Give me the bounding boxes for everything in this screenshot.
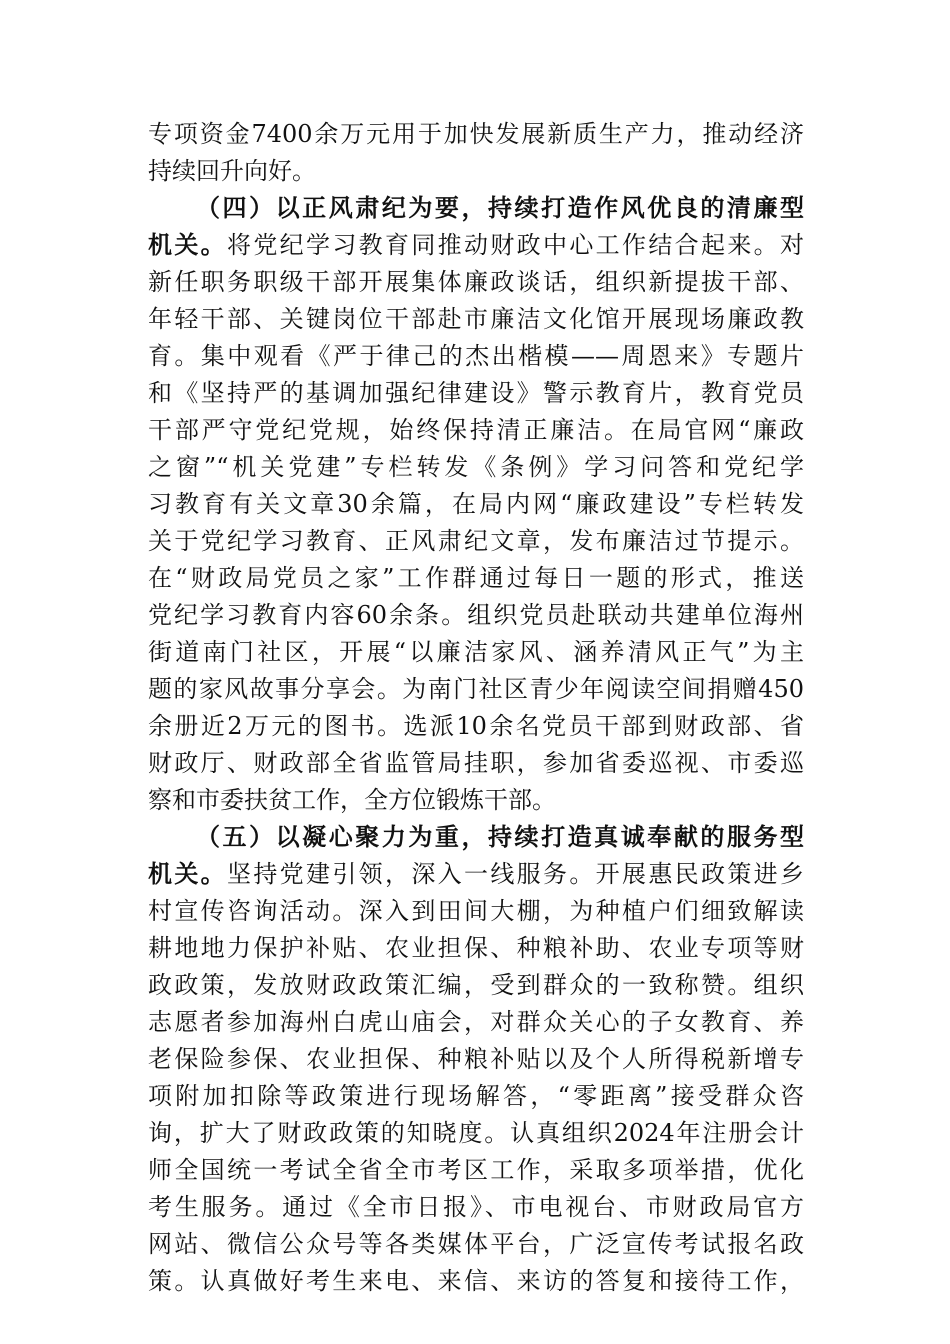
body-line: 题的家风故事分享会。为南门社区青少年阅读空间捐赠450 — [148, 675, 804, 703]
body-text: 将党纪学习教育同推动财政中心工作结合起来。对 — [227, 231, 804, 259]
body-line: 党纪学习教育内容60余条。组织党员赴联动共建单位海州 — [148, 601, 804, 629]
body-line: 余册近2万元的图书。选派10余名党员干部到财政部、省 — [148, 712, 804, 740]
body-line: 项附加扣除等政策进行现场解答，“零距离”接受群众咨 — [148, 1082, 804, 1110]
section-heading-4: （四）以正风肃纪为要，持续打造作风优良的清廉型 — [196, 193, 804, 222]
body-line: 政政策，发放财政政策汇编，受到群众的一致称赞。组织 — [148, 971, 804, 999]
body-line: 察和市委扶贫工作，全方位锻炼干部。 — [148, 786, 556, 814]
body-line: 志愿者参加海州白虎山庙会，对群众关心的子女教育、养 — [148, 1008, 804, 1036]
body-line: 习教育有关文章30余篇，在局内网“廉政建设”专栏转发 — [148, 490, 804, 518]
section-heading-4-end: 机关。 — [148, 230, 227, 259]
body-line — [148, 856, 804, 892]
body-line: 专项资金7400余万元用于加快发展新质生产力，推动经济 — [148, 120, 804, 148]
body-line: 老保险参保、农业担保、种粮补贴以及个人所得税新增专 — [148, 1045, 804, 1073]
section-heading-5: （五）以凝心聚力为重，持续打造真诚奉献的服务型 — [196, 822, 804, 851]
body-line: 师全国统一考试全省全市考区工作，采取多项举措，优化 — [148, 1156, 804, 1184]
body-line: 关于党纪学习教育、正风肃纪文章，发布廉洁过节提示。 — [148, 527, 804, 555]
body-line: 财政厅、财政部全省监管局挂职，参加省委巡视、市委巡 — [148, 749, 804, 777]
body-line: 在“财政局党员之家”工作群通过每日一题的形式，推送 — [148, 564, 804, 592]
body-line — [148, 227, 804, 263]
body-line: 耕地地力保护补贴、农业担保、种粮补助、农业专项等财 — [148, 934, 804, 962]
body-line: 考生服务。通过《全市日报》、市电视台、市财政局官方 — [148, 1193, 804, 1221]
body-line: 和《坚持严的基调加强纪律建设》警示教育片，教育党员 — [148, 379, 804, 407]
body-line: 干部严守党纪党规，始终保持清正廉洁。在局官网“廉政 — [148, 416, 804, 444]
body-line: 新任职务职级干部开展集体廉政谈话，组织新提拔干部、 — [148, 268, 804, 296]
section-heading-5-end: 机关。 — [148, 859, 227, 888]
body-line: 网站、微信公众号等各类媒体平台，广泛宣传考试报名政 — [148, 1230, 804, 1258]
body-line: 询，扩大了财政政策的知晓度。认真组织2024年注册会计 — [148, 1119, 804, 1147]
body-line: 村宣传咨询活动。深入到田间大棚，为种植户们细致解读 — [148, 897, 804, 925]
body-line: 育。集中观看《严于律己的杰出楷模——周恩来》专题片 — [148, 342, 804, 370]
body-line: 街道南门社区，开展“以廉洁家风、涵养清风正气”为主 — [148, 638, 804, 666]
body-line: 策。认真做好考生来电、来信、来访的答复和接待工作， — [148, 1267, 804, 1295]
body-text: 坚持党建引领，深入一线服务。开展惠民政策进乡 — [227, 860, 804, 888]
body-line: 之窗”“机关党建”专栏转发《条例》学习问答和党纪学 — [148, 453, 804, 481]
body-line: 年轻干部、关键岗位干部赴市廉洁文化馆开展现场廉政教 — [148, 305, 804, 333]
body-line: 持续回升向好。 — [148, 157, 316, 185]
